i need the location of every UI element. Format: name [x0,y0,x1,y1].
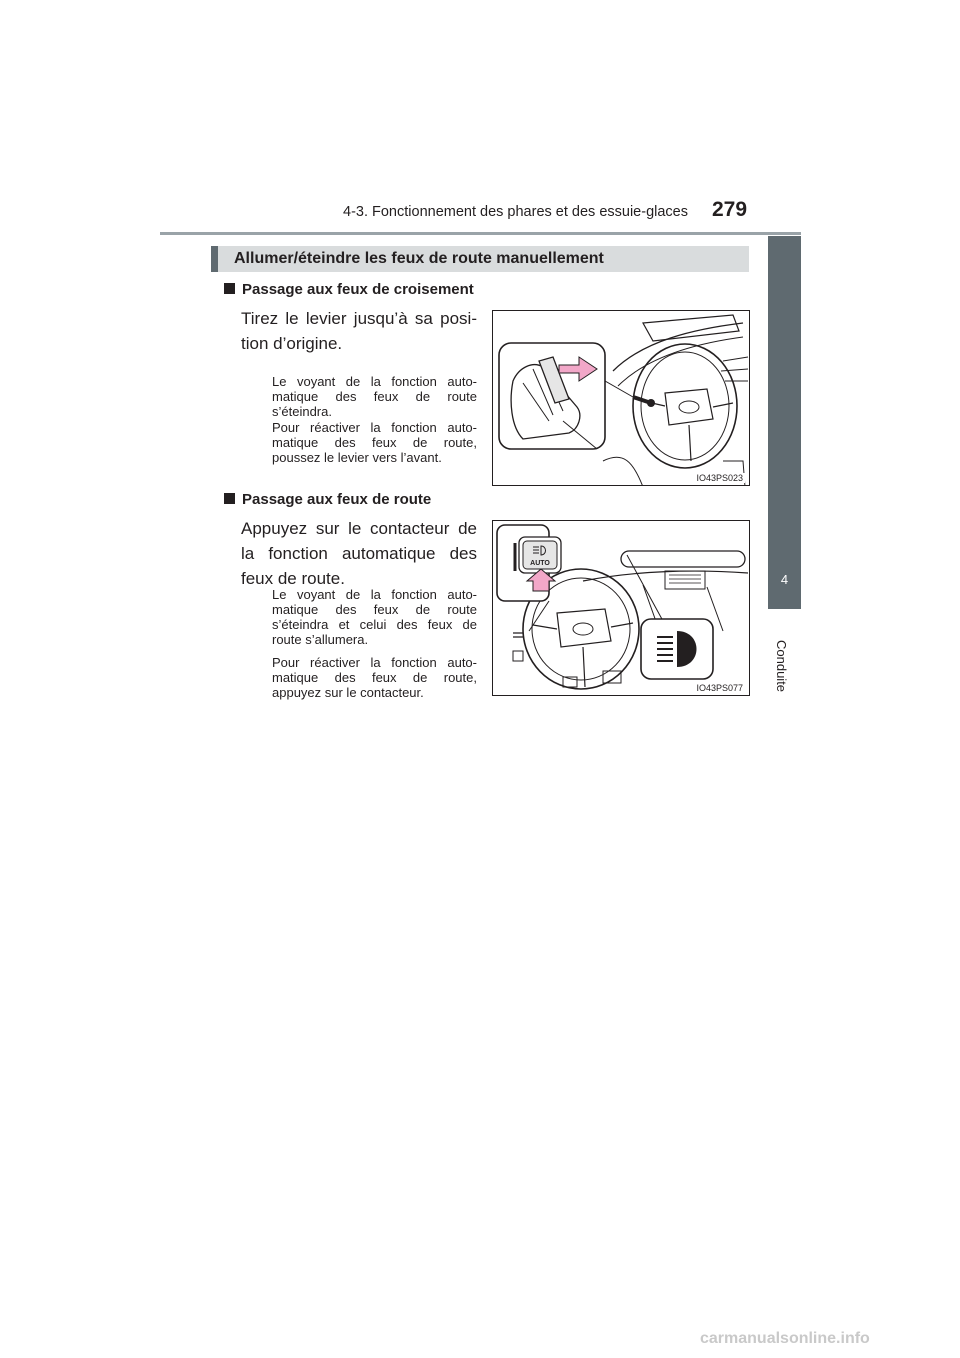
side-tab[interactable] [768,236,801,609]
lever-pull-illustration [493,311,750,486]
note-low-beam-2: Pour réactiver la fonction auto-matique des feux de route, poussez le levier vers l’avant. [272,420,477,465]
figure-code: IO43PS023 [696,473,743,483]
square-bullet-icon [224,493,235,504]
header-rule [160,232,801,235]
subheading-low-beam [224,281,474,298]
chapter-title: 4-3. Fonctionnement des phares et des essuie-glaces [343,204,688,220]
side-tab-label: Conduite [774,640,789,693]
note-high-beam-1: Le voyant de la fonction auto-matique des feux de route s’éteindra et celui des feux de route s’allumera. [272,587,477,647]
square-bullet-icon [224,283,235,294]
auto-label: AUTO [530,560,550,567]
note-low-beam-1: Le voyant de la fonction auto-matique des feux de route s’éteindra. [272,374,477,419]
page-number: 279 [712,198,748,221]
figure-auto-switch [492,520,750,696]
instruction-low-beam: Tirez le levier jusqu’à sa posi-tion d’origine. [241,309,477,353]
subheading-text: Passage aux feux de route [242,491,432,508]
section-heading-text: Allumer/éteindre les feux de route manuellement [234,250,604,267]
section-heading [211,246,749,272]
auto-switch-illustration [493,521,750,696]
watermark: carmanualsonline.info [700,1330,870,1347]
instruction-high-beam: Appuyez sur le contacteur de la fonction automatique des feux de route. [241,519,477,588]
subheading-text: Passage aux feux de croisement [242,281,474,298]
subheading-high-beam [224,491,431,508]
figure-lever-pull [492,310,750,486]
side-tab-number: 4 [780,572,789,587]
note-high-beam-2: Pour réactiver la fonction auto-matique des feux de route, appuyez sur le contacteur. [272,655,477,700]
figure-code: IO43PS077 [696,683,743,693]
